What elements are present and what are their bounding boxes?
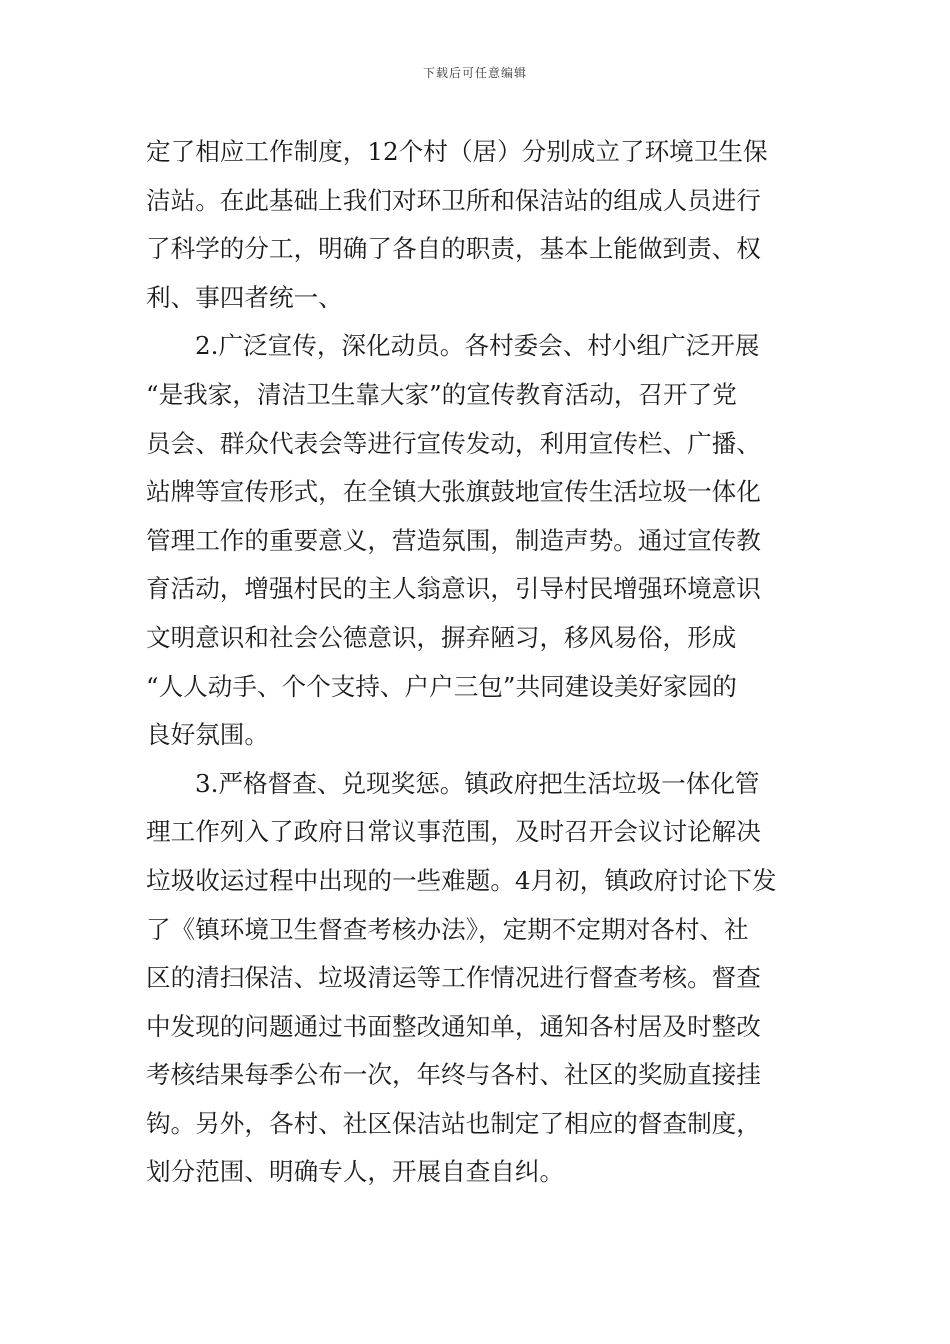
text-line: 良好氛围。 bbox=[146, 720, 269, 750]
text-line: 理工作列入了政府日常议事范围，及时召开会议讨论解决 bbox=[146, 817, 761, 847]
text-line: 了科学的分工，明确了各自的职责，基本上能做到责、权 bbox=[146, 234, 761, 264]
text-line: 了《镇环境卫生督查考核办法》，定期不定期对各村、社 bbox=[146, 914, 749, 944]
paragraph-heading-line: 2.广泛宣传，深化动员。各村委会、村小组广泛开展 bbox=[195, 331, 760, 361]
text-line: 区的清扫保洁、垃圾清运等工作情况进行督查考核。督查 bbox=[146, 963, 761, 993]
text-line: 定了相应工作制度，12个村（居）分别成立了环境卫生保 bbox=[146, 137, 768, 166]
paragraph-heading-line: 3.严格督查、兑现奖惩。镇政府把生活垃圾一体化管 bbox=[195, 768, 760, 798]
text-line: 文明意识和社会公德意识，摒弃陋习，移风易俗，形成 bbox=[146, 622, 737, 652]
text-line: 钩。另外，各村、社区保洁站也制定了相应的督查制度， bbox=[146, 1108, 761, 1138]
text-line: 划分范围、明确专人，开展自查自纠。 bbox=[146, 1157, 565, 1187]
text-line: “人人动手、个个支持、户户三包”共同建设美好家园的 bbox=[146, 671, 737, 701]
text-line: 垃圾收运过程中出现的一些难题。4月初，镇政府讨论下发 bbox=[146, 865, 777, 895]
text-line: 利、事四者统一、 bbox=[146, 282, 343, 312]
text-line: 育活动，增强村民的主人翁意识，引导村民增强环境意识 bbox=[146, 574, 761, 604]
page-header-note: 下载后可任意编辑 bbox=[422, 66, 527, 80]
text-line: “是我家，清洁卫生靠大家”的宣传教育活动，召开了党 bbox=[146, 379, 737, 409]
document-body bbox=[146, 128, 816, 1197]
text-line: 中发现的问题通过书面整改通知单，通知各村居及时整改 bbox=[146, 1011, 761, 1041]
text-line: 考核结果每季公布一次，年终与各村、社区的奖励直接挂 bbox=[146, 1060, 761, 1090]
text-line: 管理工作的重要意义，营造氛围，制造声势。通过宣传教 bbox=[146, 525, 761, 555]
text-line: 站牌等宣传形式，在全镇大张旗鼓地宣传生活垃圾一体化 bbox=[146, 477, 761, 507]
text-line: 员会、群众代表会等进行宣传发动，利用宣传栏、广播、 bbox=[146, 428, 761, 458]
text-line: 洁站。在此基础上我们对环卫所和保洁站的组成人员进行 bbox=[146, 185, 761, 215]
